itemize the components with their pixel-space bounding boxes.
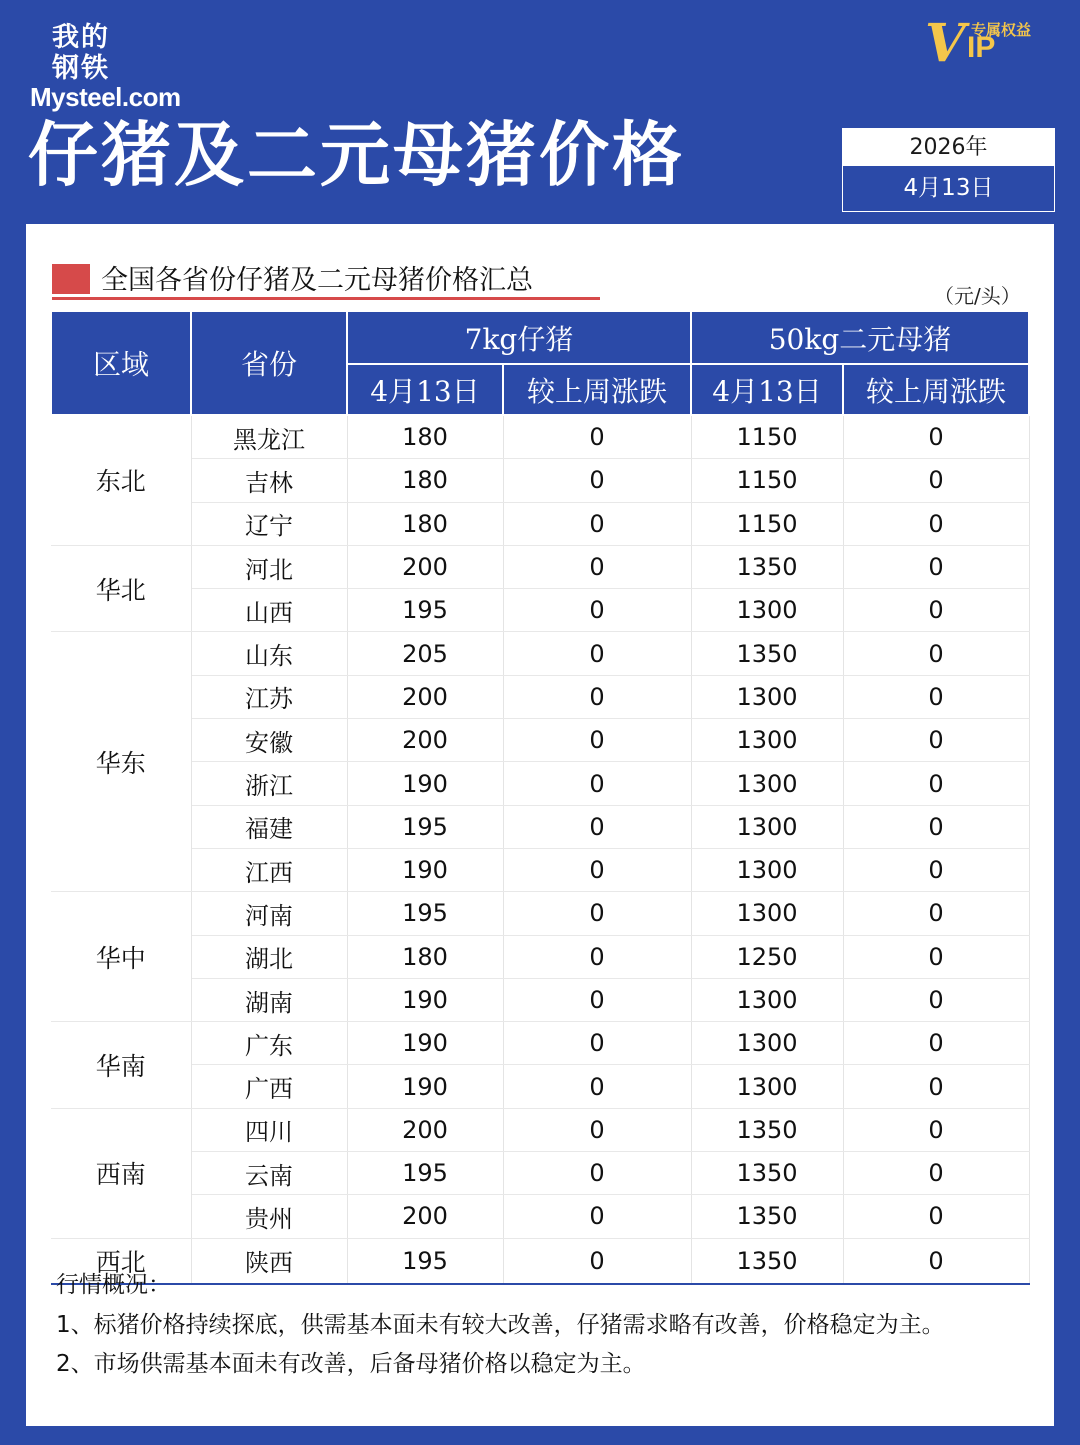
- table-row: [51, 719, 1029, 762]
- piglet-change-cell: 0: [503, 805, 691, 848]
- piglet-price-cell: 195: [347, 1152, 503, 1195]
- piglet-price-cell: 180: [347, 935, 503, 978]
- piglet-change-cell: 0: [503, 1195, 691, 1238]
- table-row: [51, 589, 1029, 632]
- province-cell: 山西: [191, 589, 347, 632]
- notes-item-2: 2、市场供需基本面未有改善，后备母猪价格以稳定为主。: [56, 1351, 646, 1377]
- piglet-change-cell: 0: [503, 502, 691, 545]
- sow-price-cell: 1300: [691, 762, 843, 805]
- province-cell: 山东: [191, 632, 347, 675]
- table-row: [51, 545, 1029, 588]
- piglet-price-cell: 200: [347, 675, 503, 718]
- table-row: [51, 1022, 1029, 1065]
- province-cell: 贵州: [191, 1195, 347, 1238]
- table-row: [51, 978, 1029, 1021]
- sow-change-cell: 0: [843, 545, 1029, 588]
- piglet-change-cell: 0: [503, 632, 691, 675]
- piglet-change-cell: 0: [503, 848, 691, 891]
- sow-change-cell: 0: [843, 762, 1029, 805]
- price-table: [50, 310, 1030, 1285]
- sow-price-cell: 1300: [691, 589, 843, 632]
- sow-price-cell: 1300: [691, 892, 843, 935]
- region-cell: 华南: [51, 1022, 191, 1109]
- sow-change-cell: 0: [843, 589, 1029, 632]
- piglet-price-cell: 195: [347, 589, 503, 632]
- region-cell: 华北: [51, 545, 191, 632]
- piglet-change-cell: 0: [503, 459, 691, 502]
- sow-price-cell: 1300: [691, 848, 843, 891]
- sow-change-cell: 0: [843, 848, 1029, 891]
- section-marker: [52, 264, 90, 294]
- sow-price-cell: 1350: [691, 1195, 843, 1238]
- region-cell: 东北: [51, 415, 191, 545]
- page-title: 仔猪及二元母猪价格: [28, 114, 685, 196]
- piglet-change-cell: 0: [503, 762, 691, 805]
- vip-ip-letters: IP: [967, 31, 996, 64]
- region-cell: 华东: [51, 632, 191, 892]
- logo-english: Mysteel.com: [30, 82, 181, 112]
- notes-heading: 行情概况：: [56, 1272, 171, 1298]
- vip-v-letter: V: [925, 13, 966, 74]
- sow-price-cell: 1350: [691, 1108, 843, 1151]
- piglet-change-cell: 0: [503, 1238, 691, 1284]
- sow-price-cell: 1300: [691, 675, 843, 718]
- sow-price-cell: 1250: [691, 935, 843, 978]
- piglet-price-cell: 190: [347, 848, 503, 891]
- sow-change-cell: 0: [843, 892, 1029, 935]
- piglet-change-cell: 0: [503, 415, 691, 459]
- sow-change-cell: 0: [843, 1238, 1029, 1284]
- province-cell: 四川: [191, 1108, 347, 1151]
- header-region: 区域: [51, 311, 191, 415]
- sow-price-cell: 1350: [691, 1152, 843, 1195]
- piglet-change-cell: 0: [503, 935, 691, 978]
- piglet-price-cell: 190: [347, 1022, 503, 1065]
- header-sow-change: 较上周涨跌: [843, 364, 1029, 415]
- piglet-price-cell: 200: [347, 1195, 503, 1238]
- piglet-change-cell: 0: [503, 675, 691, 718]
- sow-price-cell: 1300: [691, 1065, 843, 1108]
- header-piglet-change: 较上周涨跌: [503, 364, 691, 415]
- table-row: [51, 762, 1029, 805]
- section-title: 全国各省份仔猪及二元母猪价格汇总: [101, 265, 533, 296]
- piglet-change-cell: 0: [503, 1022, 691, 1065]
- piglet-change-cell: 0: [503, 978, 691, 1021]
- sow-price-cell: 1150: [691, 459, 843, 502]
- sow-price-cell: 1150: [691, 502, 843, 545]
- piglet-price-cell: 205: [347, 632, 503, 675]
- piglet-change-cell: 0: [503, 1065, 691, 1108]
- region-cell: 西南: [51, 1108, 191, 1238]
- header-sow-group: 50kg二元母猪: [691, 311, 1029, 364]
- region-cell: 西北: [51, 1238, 191, 1284]
- region-cell: 华中: [51, 892, 191, 1022]
- section-underline: [52, 297, 600, 300]
- header-piglet-group: 7kg仔猪: [347, 311, 691, 364]
- piglet-price-cell: 190: [347, 1065, 503, 1108]
- table-row: [51, 805, 1029, 848]
- table-row: [51, 935, 1029, 978]
- piglet-price-cell: 200: [347, 719, 503, 762]
- sow-change-cell: 0: [843, 1152, 1029, 1195]
- notes-item-1: 1、标猪价格持续探底，供需基本面未有较大改善，仔猪需求略有改善，价格稳定为主。: [56, 1311, 945, 1338]
- vip-badge: [925, 15, 1045, 75]
- sow-change-cell: 0: [843, 978, 1029, 1021]
- sow-price-cell: 1150: [691, 415, 843, 459]
- piglet-price-cell: 180: [347, 502, 503, 545]
- table-row: [51, 1108, 1029, 1151]
- table-row: [51, 459, 1029, 502]
- table-row: [51, 502, 1029, 545]
- sow-price-cell: 1300: [691, 805, 843, 848]
- sow-change-cell: 0: [843, 719, 1029, 762]
- table-row: [51, 848, 1029, 891]
- piglet-change-cell: 0: [503, 1108, 691, 1151]
- piglet-change-cell: 0: [503, 1152, 691, 1195]
- piglet-price-cell: 200: [347, 1108, 503, 1151]
- sow-price-cell: 1350: [691, 545, 843, 588]
- table-row: [51, 1195, 1029, 1238]
- sow-change-cell: 0: [843, 502, 1029, 545]
- sow-change-cell: 0: [843, 675, 1029, 718]
- sow-price-cell: 1350: [691, 1238, 843, 1284]
- table-row: [51, 415, 1029, 459]
- sow-price-cell: 1350: [691, 632, 843, 675]
- piglet-price-cell: 180: [347, 415, 503, 459]
- sow-change-cell: 0: [843, 1195, 1029, 1238]
- unit-label: （元/头）: [934, 284, 1021, 308]
- province-cell: 河北: [191, 545, 347, 588]
- province-cell: 湖北: [191, 935, 347, 978]
- market-notes: [56, 1266, 1026, 1385]
- province-cell: 河南: [191, 892, 347, 935]
- mysteel-logo: [30, 22, 200, 117]
- sow-change-cell: 0: [843, 1022, 1029, 1065]
- province-cell: 江苏: [191, 675, 347, 718]
- date-box: [842, 128, 1055, 212]
- table-row: [51, 1065, 1029, 1108]
- province-cell: 广西: [191, 1065, 347, 1108]
- province-cell: 吉林: [191, 459, 347, 502]
- piglet-change-cell: 0: [503, 589, 691, 632]
- piglet-price-cell: 190: [347, 762, 503, 805]
- date-day: 4月13日: [903, 175, 994, 201]
- province-cell: 广东: [191, 1022, 347, 1065]
- content-panel: [26, 224, 1054, 1426]
- province-cell: 黑龙江: [191, 415, 347, 459]
- piglet-price-cell: 180: [347, 459, 503, 502]
- piglet-price-cell: 195: [347, 892, 503, 935]
- table-row: [51, 632, 1029, 675]
- sow-change-cell: 0: [843, 1108, 1029, 1151]
- sow-change-cell: 0: [843, 935, 1029, 978]
- header-sow-date: 4月13日: [691, 364, 843, 415]
- sow-change-cell: 0: [843, 805, 1029, 848]
- table-row: [51, 892, 1029, 935]
- province-cell: 江西: [191, 848, 347, 891]
- sow-change-cell: 0: [843, 632, 1029, 675]
- sow-price-cell: 1300: [691, 1022, 843, 1065]
- piglet-price-cell: 195: [347, 805, 503, 848]
- province-cell: 湖南: [191, 978, 347, 1021]
- province-cell: 陕西: [191, 1238, 347, 1284]
- piglet-change-cell: 0: [503, 892, 691, 935]
- logo-chinese: 我的钢铁: [52, 22, 110, 84]
- sow-price-cell: 1300: [691, 719, 843, 762]
- piglet-price-cell: 195: [347, 1238, 503, 1284]
- vip-tag: 专属权益: [971, 21, 1032, 39]
- sow-change-cell: 0: [843, 415, 1029, 459]
- header-piglet-date: 4月13日: [347, 364, 503, 415]
- province-cell: 辽宁: [191, 502, 347, 545]
- province-cell: 云南: [191, 1152, 347, 1195]
- piglet-price-cell: 190: [347, 978, 503, 1021]
- province-cell: 福建: [191, 805, 347, 848]
- province-cell: 安徽: [191, 719, 347, 762]
- sow-price-cell: 1300: [691, 978, 843, 1021]
- header-province: 省份: [191, 311, 347, 415]
- table-row: [51, 675, 1029, 718]
- piglet-change-cell: 0: [503, 719, 691, 762]
- province-cell: 浙江: [191, 762, 347, 805]
- piglet-price-cell: 200: [347, 545, 503, 588]
- date-year: 2026年: [843, 129, 1054, 166]
- sow-change-cell: 0: [843, 459, 1029, 502]
- piglet-change-cell: 0: [503, 545, 691, 588]
- sow-change-cell: 0: [843, 1065, 1029, 1108]
- table-row: [51, 1152, 1029, 1195]
